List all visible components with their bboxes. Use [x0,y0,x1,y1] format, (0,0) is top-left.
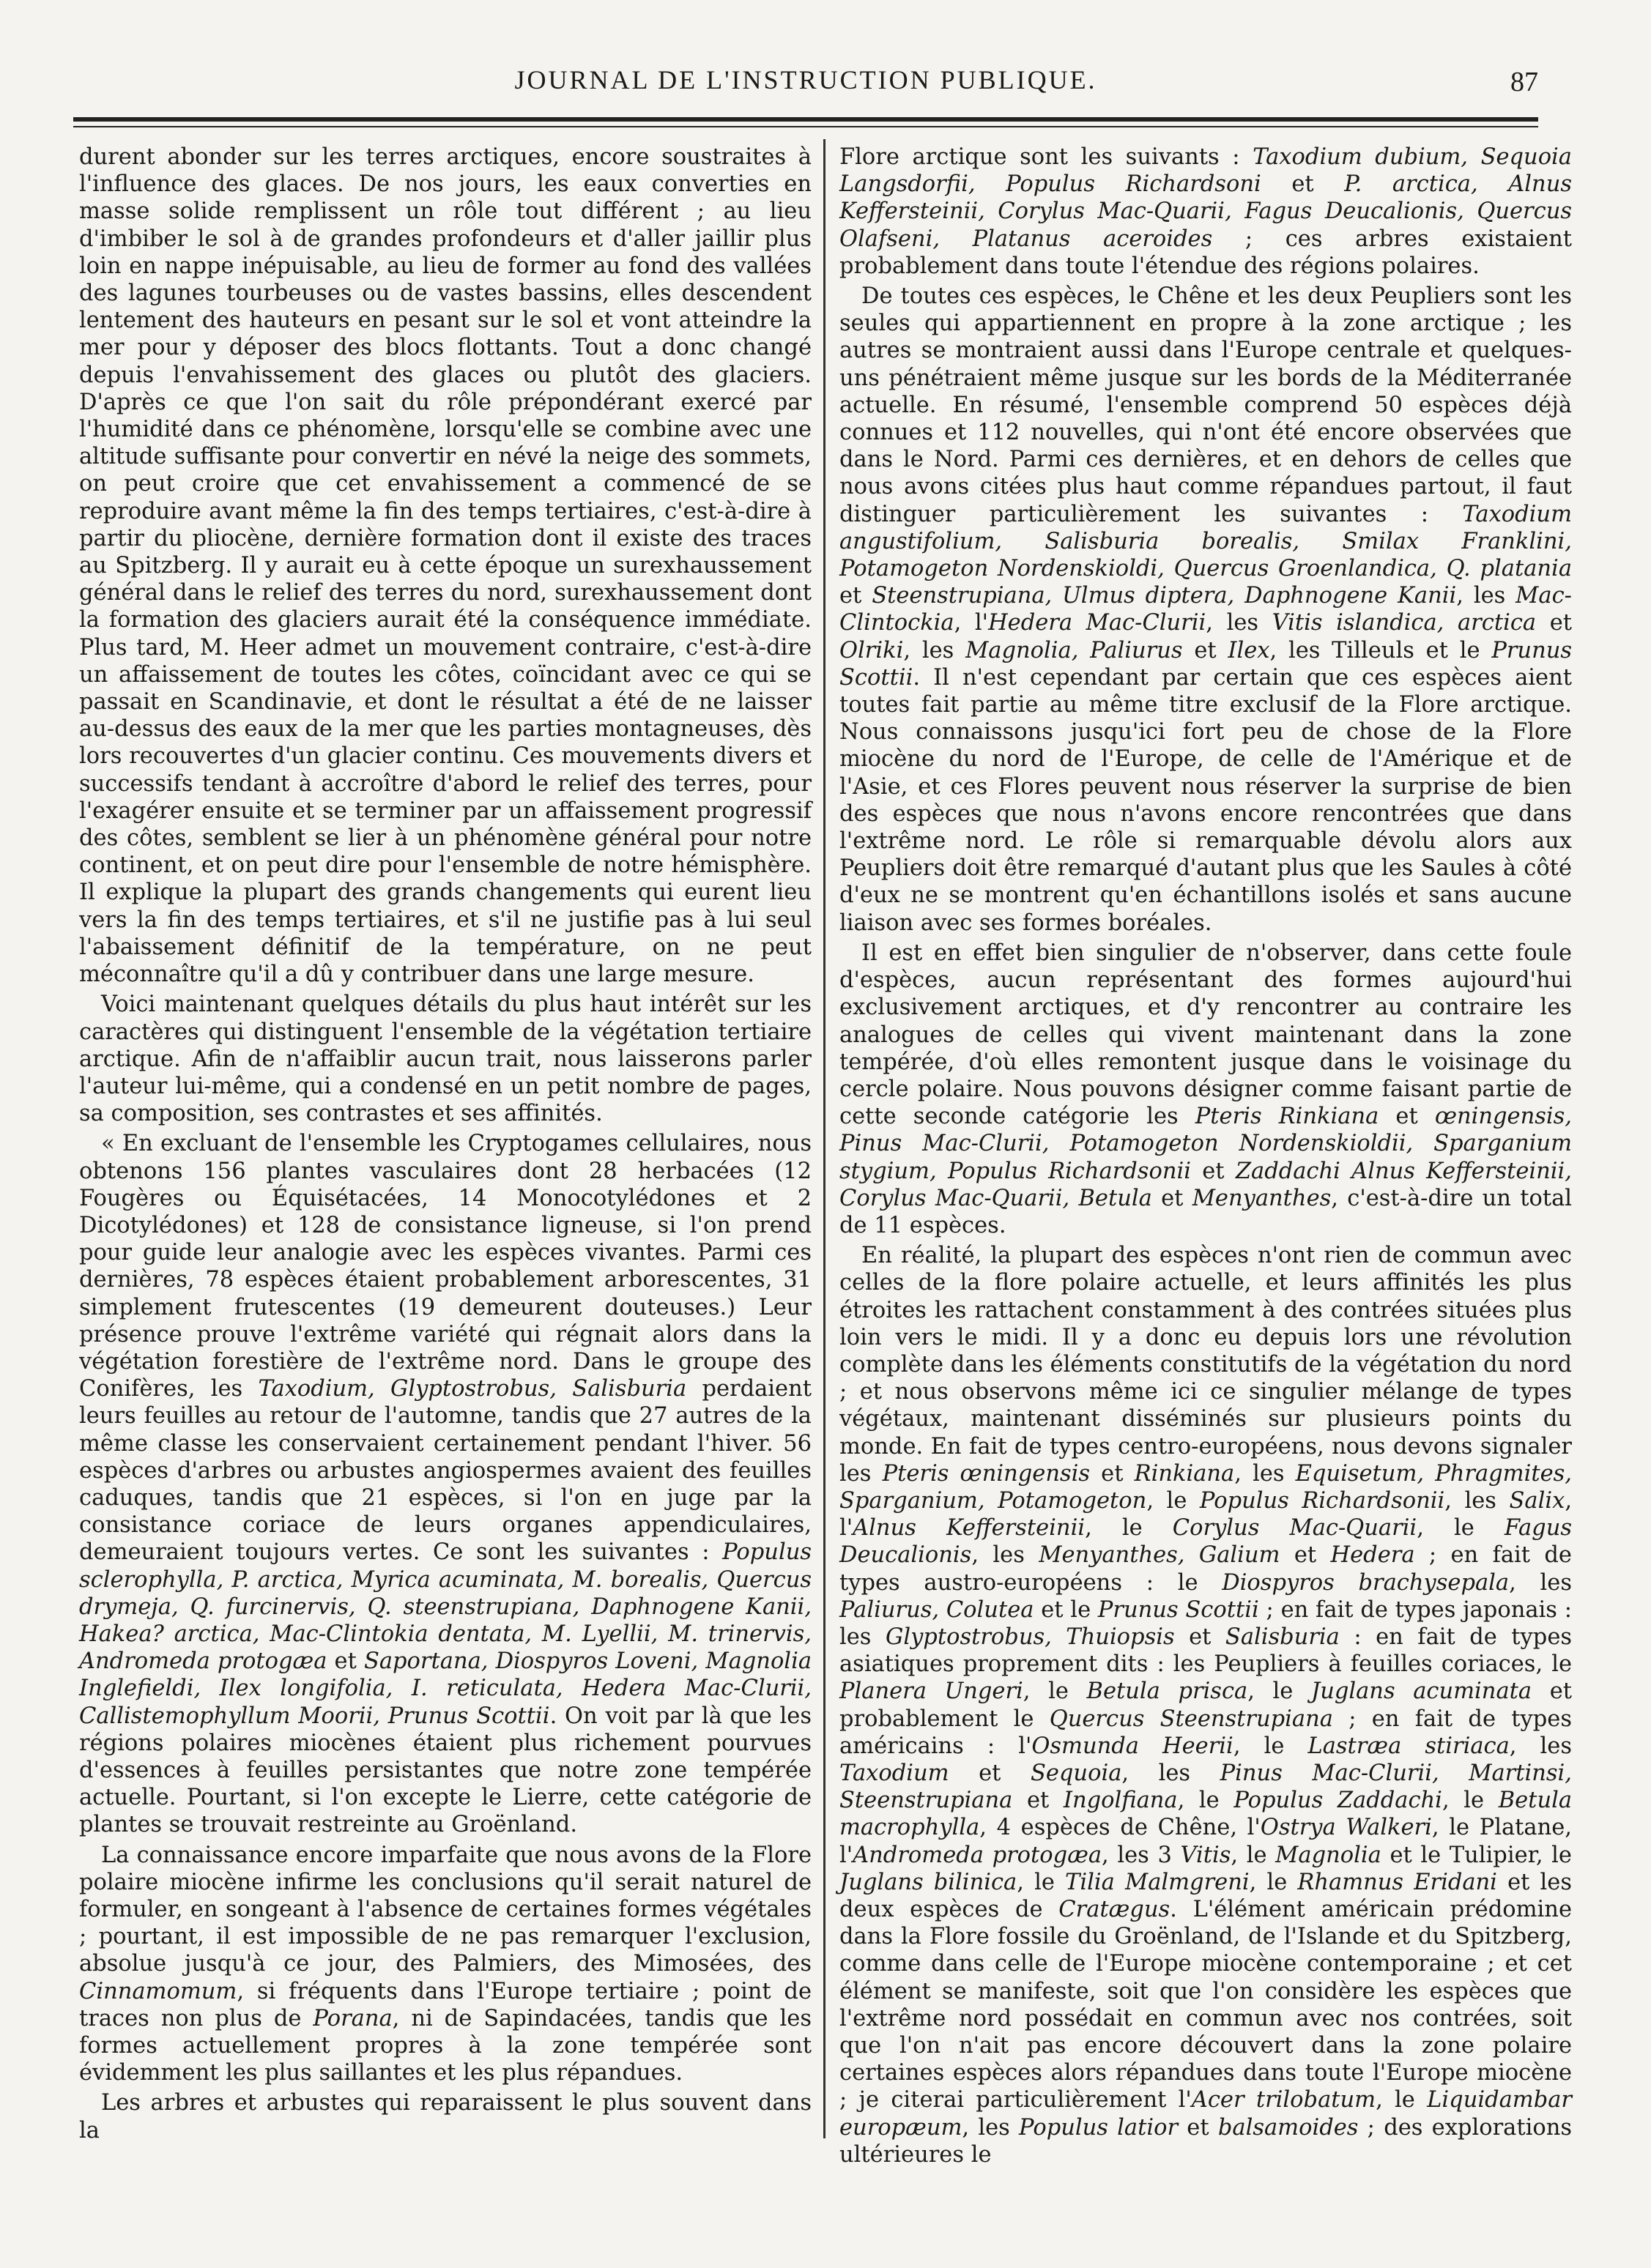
running-title: JOURNAL DE L'INSTRUCTION PUBLIQUE. [514,65,1097,94]
page-number: 87 [1510,67,1538,97]
paragraph: Voici maintenant quelques détails du plus haut intérêt sur les caractères qui distinguent l'ensemble de la végétation tertiaire arctique. Afin de n'affaiblir aucun trait, nous laisserons parler l'auteur lui-même, qui a condensé en un petit nombre de pages, sa composition, ses contrastes et ses affinités. [79,992,812,1127]
paragraph: « En excluant de l'ensemble les Cryptogames cellulaires, nous obtenons 156 plantes vasculaires dont 28 herbacées (12 Fougères ou Équisétacées, 14 Monocotylédones et 2 Dicotylédones) et 128 de consistance ligneuse, si l'on prend pour guide leur analogie avec les espèces vivantes. Parmi ces dernières, 78 espèces étaient probablement arborescentes, 31 simplement frutescentes (19 demeurent douteuses.) Leur présence prouve l'extrême variété qui régnait alors dans la végétation forestière de l'extrême nord. Dans le groupe des Conifères, les Taxodium, Glyptostrobus, Salisburia perdaient leurs feuilles au retour de l'automne, tandis que 27 autres de la même classe les conservaient certainement pendant l'hiver. 56 espèces d'arbres ou arbustes angiospermes avaient des feuilles caduques, tandis que 21 espèces, si l'on en juge par la consistance coriace de leurs organes appendiculaires, demeuraient toujours vertes. Ce sont les suivantes : Populus sclerophylla, P. arctica, Myrica acuminata, M. borealis, Quercus drymeja, Q. furcinervis, Q. steenstrupiana, Daphnogene Kanii, Hakea? arctica, Mac-Clintokia dentata, M. Lyellii, M. trinervis, Andromeda protogæa et Saportana, Diospyros Loveni, Magnolia Inglefieldi, Ilex longifolia, I. reticulata, Hedera Mac-Clurii, Callistemophyllum Moorii, Prunus Scottii. On voit par là que les régions polaires miocènes étaient plus richement pourvues d'essences à feuilles persistantes que notre zone tempérée actuelle. Pourtant, si l'on excepte le Lierre, cette catégorie de plantes se trouvait restreinte au Groënland. [79,1131,812,1838]
paragraph: De toutes ces espèces, le Chêne et les deux Peupliers sont les seules qui appartiennent en propre à la zone arctique ; les autres se montraient aussi dans l'Europe centrale et quelques-uns pénétraient même jusque sur les bords de la Méditerranée actuelle. En résumé, l'ensemble comprend 50 espèces déjà connues et 112 nouvelles, qui n'ont été encore observées que dans le Nord. Parmi ces dernières, et en dehors de celles que nous avons citées plus haut comme répandues partout, il faut distinguer particulièrement les suivantes : Taxodium angustifolium, Salisburia borealis, Smilax Franklini, Potamogeton Nordenskioldi, Quercus Groenlandica, Q. platania et Steenstrupiana, Ulmus diptera, Daphnogene Kanii, les Mac-Clintockia, l'Hedera Mac-Clurii, les Vitis islandica, arctica et Olriki, les Magnolia, Paliurus et Ilex, les Tilleuls et le Prunus Scottii. Il n'est cependant par certain que ces espèces aient toutes fait partie au même titre exclusif de la Flore arctique. Nous connaissons jusqu'ici fort peu de chose de la Flore miocène du nord de l'Europe, de celle de l'Amérique et de l'Asie, et ces Flores peuvent nous réserver la surprise de bien des espèces que nous n'avons encore rencontrées que dans l'extrême nord. Le rôle si remarquable dévolu alors aux Peupliers doit être remarqué d'autant plus que les Saules à côté d'eux ne se montrent qu'en échantillons isolés et sans aucune liaison avec ses formes boréales. [839,283,1573,936]
paragraph: La connaissance encore imparfaite que nous avons de la Flore polaire miocène infirme les conclusions qu'il serait naturel de formuler, en songeant à l'absence de certaines formes végétales ; pourtant, il est impossible de ne pas remarquer l'exclusion, absolue jusqu'à ce jour, des Palmiers, des Mimosées, des Cinnamomum, si fréquents dans l'Europe tertiaire ; point de traces non plus de Porana, ni de Sapindacées, tandis que les formes actuellement propres à la zone tempérée sont évidemment les plus saillantes et les plus répandues. [79,1842,812,2086]
page-header [73,64,1538,108]
paragraph: durent abonder sur les terres arctiques, encore soustraites à l'influence des glaces. De nos jours, les eaux converties en masse solide remplissent un rôle tout différent ; au lieu d'imbiber le sol à de grandes profondeurs et d'aller jaillir plus loin en nappe inépuisable, au lieu de former au fond des vallées des lagunes tourbeuses ou de vastes bassins, elles descendent lentement des hauteurs en pesant sur le sol et vont atteindre la mer pour y déposer des blocs flottants. Tout a donc changé depuis l'envahissement des glaces ou plutôt des glaciers. D'après ce que l'on sait du rôle prépondérant exercé par l'humidité dans ce phénomène, lorsqu'elle se combine avec une altitude suffisante pour convertir en névé la neige des sommets, on peut croire que cet envahissement a commencé de se reproduire avant même la fin des temps tertiaires, c'est-à-dire à partir du pliocène, dernière formation dont il existe des traces au Spitzberg. Il y aurait eu à cette époque un surexhaussement général dans le relief des terres du nord, surexhaussement dont la formation des glaciers aurait été la conséquence immédiate. Plus tard, M. Heer admet un mouvement contraire, c'est-à-dire un affaissement de toutes les côtes, coïncidant avec ce qui se passait en Scandinavie, et dont le résultat a été de ne laisser au-dessus des eaux de la mer que les parties montagneuses, dès lors recouvertes d'un glacier continu. Ces mouvements divers et successifs tendant à accroître d'abord le relief des terres, pour l'exagérer ensuite et se terminer par un affaissement progressif des côtes, semblent se lier à un phénomène général pour notre continent, et on peut dire pour l'ensemble de notre hémisphère. Il explique la plupart des grands changements qui eurent lieu vers la fin des temps tertiaires, et s'il ne justifie pas à lui seul l'abaissement définitif de la température, on ne peut méconnaître qu'il a dû y contribuer dans une large mesure. [79,144,812,988]
header-rule-thin [73,126,1538,127]
paragraph: Les arbres et arbustes qui reparaissent le plus souvent dans la [79,2090,812,2144]
right-column [839,144,1572,2171]
column-divider [823,139,826,2138]
left-column [79,144,812,2147]
header-rule-thick [73,117,1538,122]
paragraph: Flore arctique sont les suivants : Taxodium dubium, Sequoia Langsdorfii, Populus Richardsoni et P. arctica, Alnus Keffersteinii, Corylus Mac-Quarii, Fagus Deucalionis, Quercus Olafseni, Platanus aceroides ; ces arbres existaient probablement dans toute l'étendue des régions polaires. [839,144,1573,279]
paragraph: Il est en effet bien singulier de n'observer, dans cette foule d'espèces, aucun représentant des formes aujourd'hui exclusivement arctiques, et d'y rencontrer au contraire les analogues de celles qui vivent maintenant dans la zone tempérée, d'où elles remontent jusque dans le voisinage du cercle polaire. Nous pouvons désigner comme faisant partie de cette seconde catégorie les Pteris Rinkiana et œningensis, Pinus Mac-Clurii, Potamogeton Nordenskioldii, Sparganium stygium, Populus Richardsonii et Zaddachi Alnus Keffersteinii, Corylus Mac-Quarii, Betula et Menyanthes, c'est-à-dire un total de 11 espèces. [839,940,1573,1238]
paragraph: En réalité, la plupart des espèces n'ont rien de commun avec celles de la flore polaire actuelle, et leurs affinités les plus étroites les rattachent constamment à des contrées situées plus loin vers le midi. Il y a donc eu depuis lors une révolution complète dans les éléments constitutifs de la végétation du nord ; et nous observons même ici ce singulier mélange de types végétaux, maintenant disséminés sur plusieurs points du monde. En fait de types centro-européens, nous devons signaler les Pteris œningensis et Rinkiana, les Equisetum, Phragmites, Sparganium, Potamogeton, le Populus Richardsonii, les Salix, l'Alnus Keffersteinii, le Corylus Mac-Quarii, le Fagus Deucalionis, les Menyanthes, Galium et Hedera ; en fait de types austro-européens : le Diospyros brachysepala, les Paliurus, Colutea et le Prunus Scottii ; en fait de types japonais : les Glyptostrobus, Thuiopsis et Salisburia : en fait de types asiatiques proprement dits : les Peupliers à feuilles coriaces, le Planera Ungeri, le Betula prisca, le Juglans acuminata et probablement le Quercus Steenstrupiana ; en fait de types américains : l'Osmunda Heerii, le Lastræa stiriaca, les Taxodium et Sequoia, les Pinus Mac-Clurii, Martinsi, Steenstrupiana et Ingolfiana, le Populus Zaddachi, le Betula macrophylla, 4 espèces de Chêne, l'Ostrya Walkeri, le Platane, l'Andromeda protogæa, les 3 Vitis, le Magnolia et le Tulipier, le Juglans bilinica, le Tilia Malmgreni, le Rhamnus Eridani et les deux espèces de Cratægus. L'élément américain prédomine dans la Flore fossile du Groënland, de l'Islande et du Spitzberg, comme dans celle de l'Europe miocène contemporaine ; et cet élément se manifeste, soit que l'on considère les espèces que l'extrême nord possédait en commun avec nos contrées, soit que l'on n'ait pas encore découvert dans la zone polaire certaines espèces alors répandues dans toute l'Europe miocène ; je citerai particulièrement l'Acer trilobatum, le Liquidambar europæum, les Populus latior et balsamoides ; des explorations ultérieures le [839,1243,1573,2168]
